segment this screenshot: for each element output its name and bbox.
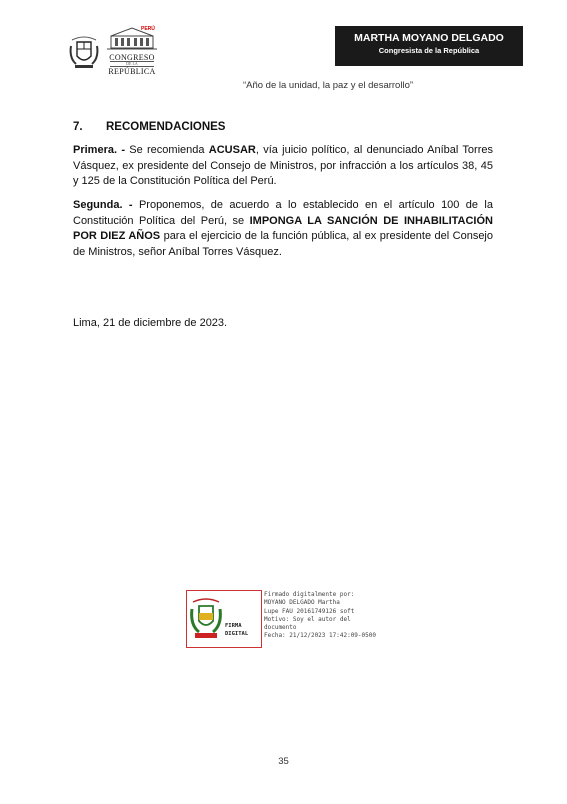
- second-bold-text: IMPONGA LA SANCIÓN DE INHABILITACIÓN POR DIEZ AÑOS: [73, 214, 493, 242]
- signature-details: [264, 591, 414, 641]
- year-motto: “Año de la unidad, la paz y el desarrollo”: [242, 80, 414, 91]
- signature-line: Motivo: Soy el autor del: [264, 615, 351, 623]
- stamp-label-digital: DIGITAL: [225, 631, 249, 637]
- recommendation-second: [73, 198, 493, 260]
- recommendation-first: [73, 143, 493, 190]
- digital-signature-stamp: [186, 590, 262, 648]
- logo-line3: REPÚBLICA: [108, 67, 156, 76]
- date-line: Lima, 21 de diciembre de 2023.: [73, 317, 228, 329]
- section-heading: [73, 121, 225, 133]
- signature-line: Fecha: 21/12/2023 17:42:09-0500: [264, 632, 376, 640]
- stamp-label-firma: FIRMA: [225, 623, 242, 629]
- signature-line: documento: [264, 624, 297, 632]
- second-text-2: para el ejercicio de la función pública, al ex presidente del Consejo de Ministros, señor Aníbal Torres Vásquez.: [73, 230, 493, 258]
- signature-line: Firmado digitalmente por:: [264, 591, 355, 598]
- first-text-2: , vía juicio político, al denunciado Aníbal Torres Vásquez, ex presidente del Consejo de Ministros, por infracción a los artículos 38, 45 y 125 de la Constitución Política del Perú.: [73, 144, 493, 187]
- logo-peru-label: PERÚ: [141, 26, 155, 32]
- second-label: Segunda. -: [73, 199, 133, 211]
- member-name-box: [335, 26, 523, 66]
- signature-line: MOYANO DELGADO Martha: [264, 599, 340, 607]
- section-number: 7.: [73, 121, 83, 133]
- first-bold-text: ACUSAR: [208, 144, 256, 156]
- logo-line1: CONGRESO: [109, 53, 155, 62]
- logo-line2: DE LA: [126, 61, 138, 66]
- peru-coat-of-arms-icon: [68, 34, 100, 72]
- member-title: Congresista de la República: [378, 46, 480, 55]
- second-text-1: Proponemos, de acuerdo a lo establecido en el artículo 100 de la Constitución Política del Perú, se: [73, 199, 493, 227]
- signature-line: Lupe FAU 20161749126 soft: [264, 607, 355, 615]
- page-number: 35: [278, 756, 289, 767]
- peru-seal-icon: [190, 595, 222, 641]
- section-title: RECOMENDACIONES: [106, 121, 226, 133]
- first-text-1: Se recomienda: [124, 144, 209, 156]
- first-label: Primera. -: [73, 144, 125, 156]
- member-name: MARTHA MOYANO DELGADO: [354, 32, 504, 44]
- congreso-logo: [104, 26, 160, 80]
